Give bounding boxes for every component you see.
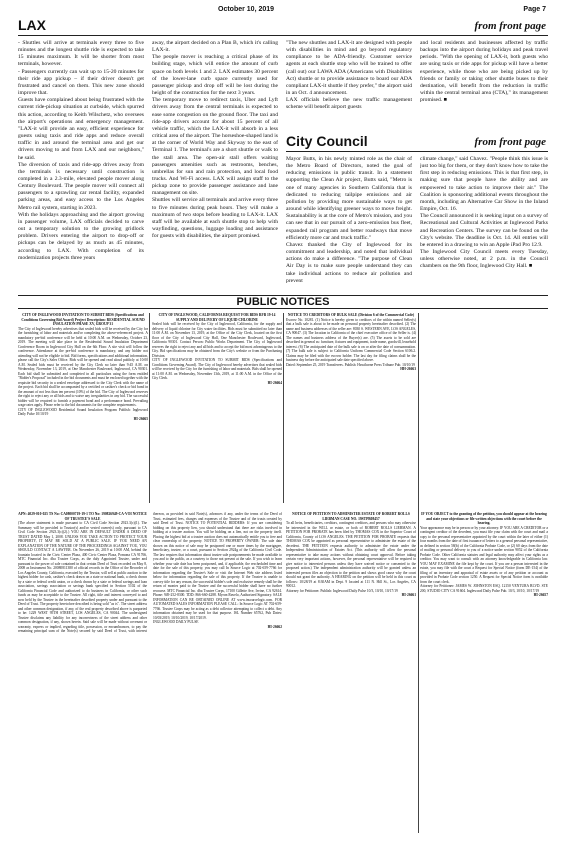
notice-id: HI-26657 — [533, 593, 548, 597]
article-paragraph: The people mover is reaching a critical phase of its building stage, which will entice the amount of curb space on both levels 1 and 2. LAX estimates 30 percent of the lower-lane curb space currently used for passenger pickup and drop off will be lost during the height of the construction for the next 3 years. — [152, 54, 278, 97]
council-from-front-label: from front page — [474, 136, 546, 148]
notice-id: HI-26665 — [133, 416, 148, 421]
notice-signature: Attorney for Petitioner. Publish: Inglewood Daily Pulse 10/3, 10/10, 10/17/19 — [286, 588, 398, 593]
notice-id: HH-26663 — [400, 367, 416, 371]
column-rule — [283, 313, 284, 503]
column-rule — [149, 313, 150, 503]
notice-heading: IF YOU OBJECT to the granting of the petition, you should appear at the hearing and state your objections or file written objections with the court before the hearing. — [421, 512, 547, 525]
article-paragraph: Shuttles will service all terminals and arrive every three to five minutes during peak hours. They will make a maximum of two stops before heading to LAX-it. LAX staff will be available at each shuttle stop to help with wayfinding, questions, luggage loading and assistance for guests with disabilities, the airport promised. — [152, 197, 278, 240]
notice-bulk-sale-continued — [420, 313, 548, 503]
article-paragraph: The Council announced it is seeking input on a survey of Recreational and Cultural Activities at Inglewood Parks and Recreation Centers. The survey can be found on the City's website. The deadline is Oct. 14. All entries will be entered in a drawing to win an Apple iPad Pro 12.9. — [420, 213, 548, 248]
notice-body: To all heirs, beneficiaries, creditors, contingent creditors, and persons who may otherwise be interested in the WILL or estate, or both of ROBERT ROLLS LIEBMAN. A PETITION FOR PROBATE has been filed by THOMAS COX in the Superior Court of California, County of LOS ANGELES. THE PETITION FOR PROBATE requests that THOMAS COX be appointed as personal representative to administer the estate of the decedent. THE PETITION requests authority to administer the estate under the Independent Administration of Estates Act. (This authority will allow the personal representative to take many actions without obtaining court approval. Before taking certain very important actions, however, the personal representative will be required to give notice to interested persons unless they have waived notice or consented to the proposed action.) The independent administration authority will be granted unless an interested person files an objection to the petition and shows good cause why the court should not grant the authority. A HEARING on the petition will be held in this court as follows: 10/28/19 at 8:30AM in Dept. 9 located at 111 N. Hill St., Los Angeles, CA 90012. — [286, 521, 416, 588]
article-paragraph: Mayor Butts, in his newly minted role as the chair of the Metro Board of Directors, noted the goal of reducing emissions in public transit. In a statement supporting the Clean Air project, Butts said, "Metro is one of many agencies in Southern California that is dedicated to reducing tailpipe emissions and air pollution by providing more sustainable ways to get around while identifying greener ways to move freight. Sustainability is at the core of Metro's mission, and you can see that in our pursuit of a zero-emission bus fleet, expanded rail program and better roadways that move efficiently more car and truck traffic." — [286, 156, 412, 241]
lax-column-1 — [18, 40, 144, 290]
notice-body: Your appearance may be in person or by your attorney. IF YOU ARE A CREDITOR or a contingent creditor of the decedent, you must file your claim with the court and mail a copy to the personal representative appointed by the court within the later of either (1) four months from the date of first issuance of letters to a general personal representative, as defined in section 58(b) of the California Probate Code, or (2) 60 days from the date of mailing or personal delivery to you of a notice under section 9052 of the California Probate Code. Other California statutes and legal authority may affect your rights as a creditor. You may want to consult with an attorney knowledgeable in California law. YOU MAY EXAMINE the file kept by the court. If you are a person interested in the estate, you may file with the court a Request for Special Notice (form DE-154) of the filing of an inventory and appraisal of estate assets or of any petition or account as provided in Probate Code section 1250. A Request for Special Notice form is available from the court clerk. — [420, 525, 548, 584]
lax-column-4 — [420, 40, 548, 130]
notice-heading: NOTICE TO CREDITORS OF BULK SALE (Division 6 of the Commercial Code) — [287, 313, 415, 317]
article-paragraph: - Shuttles will arrive at terminals every three to five minutes and the longest shuttle ride is expected to take 15 minutes maximum. It will be shorter from most terminals, however. — [18, 40, 144, 68]
issue-date: October 10, 2019 — [218, 6, 275, 13]
notice-id: HI-26664 — [267, 380, 282, 385]
council-section-header — [286, 132, 548, 152]
notice-inglewood-sound-bid — [18, 313, 148, 503]
notice-petition-objections — [420, 512, 548, 832]
notice-signature: CITY OF INGLEWOOD INVITATION TO SUBMIT BIDS (Specifications and Conditions Governing Award). The City of Inglewood hereby advertises that sealed bids will be received by the City for the furnishing of labor and materials. Bids shall be opened at 11:00 A.M. on Wednesday, November 13th, 2019, at 11:00 A.M. in the Office of the City Clerk. — [152, 358, 282, 380]
council-column-2 — [420, 156, 548, 290]
council-section-title: City Council — [286, 133, 368, 149]
article-paragraph: climate change," said Chavez. "People think this issue is just too big for them, or they don't know how to take the first step in reducing emissions. This is that first step, in making sure that people have the ability and are empowered to take action to improve their air." The Coalition is sponsoring additional events throughout the month, including an Alternative Car Show in the Inland Empire, Oct. 16. — [420, 156, 548, 213]
notice-heading: APN: 4029-010-025 TS No: CA08000719-19-1 TO No: 190826949-CA-VOI NOTICE OF TRUSTEE'S SALE — [18, 512, 147, 521]
notice-body: Escrow No. 10281. (1) Notice is hereby given to creditors of the within named Seller(s) that a bulk sale is about to be made on personal property hereinafter described. (2) The name and business addresses of the seller are: 8030 S. WESTERN AVE, LOS ANGELES, CA 90047. (3) The location in California of the chief executive office of the Seller is. (4) The names and business address of the Buyer(s) are. (5) The assets to be sold are described in general as: furniture, fixtures and equipment, trade name, goodwill, leasehold interest. (6) The anticipated date of the bulk sale is on or after the date of consummation. (7) The bulk sale is subject to California Uniform Commercial Code Section 6106.2. Claims may be filed with the escrow holder. The last day for filing claims shall be the business day before the anticipated sale date specified above. — [286, 317, 416, 362]
article-paragraph: The diversion of taxis and ride-app drives away from the terminals is necessary until construction is completed in a 2.3-mile, elevated people mover along Century Boulevard. The people mover will connect all passengers to a sprawling car rental facility, expanded parking areas, and easy access to the Los Angeles Metro rail system, starting in 2023. — [18, 161, 144, 211]
notice-signature: CITY OF INGLEWOOD Residential Sound Insulation Program Publish: Inglewood Daily Pulse 10/10/19 — [18, 407, 148, 416]
notice-signature: INGLEWOOD DAILY PULSE — [153, 620, 199, 624]
article-paragraph: LAX officials believe the new traffic management scheme will benefit airport guests — [286, 97, 412, 111]
notice-id: HI-26662 — [267, 624, 282, 629]
lax-column-3 — [286, 40, 412, 130]
notice-heading: NOTICE OF PETITION TO ADMINISTER ESTATE OF ROBERT ROLLS LIEBMAN CASE NO. 19STPB08457 — [292, 512, 410, 521]
article-paragraph: The temporary move to redirect taxis, Uber and Lyft drivers away from the central terminals is expected to ease some congestion on the ground floor. The taxi and ride-app drivers account for about 15 percent of all vehicle traffic, which the LAX-it will absorb in a less critical area of the airport. The horseshoe-shaped land is at the corner of World Way and Skyway to the east of Terminal 1. The terminal's are a short shuttle or walk to the stall area. The open-air stall offers waiting passengers amenities such as restrooms, benches, umbrellas for sun and rain protection, and local food trucks. And Wi-Fi access. LAX will assign staff to the pickup zone to provide passenger assistance and lane management on site. — [152, 97, 278, 197]
notice-body: The City of Inglewood hereby advertises that sealed bids will be received by the City for the furnishing of labor and materials and/or completing the above-referenced project. A mandatory pre-bid conference will be held at 10:00 A.M. on Wednesday, October 23, 2019. The meeting will take place in the Residential Sound Insulation Department Conference Room in Inglewood City Hall on the 6th Floor. A site visit will follow the conference. Attendance at the pre-bid conference is mandatory, and any bidder not attending will not be eligible to bid. Bid forms, specifications and additional information, please call the City's Sales Office. Bids will be opened and read aloud publicly at 10:00 A.M. Sealed bids must be received by the City Clerk no later than 9:45 A.M. on Wednesday, November 13, 2019, at One Manchester Boulevard, Inglewood, CA 90301. Each bid shall be submitted and completed in all particulars using the form entitled "Bidder's Proposal" included in the bid documents and must be enclosed together with the requisite bid security in a sealed envelope addressed to the City Clerk with the name of the project. Each bid shall be accompanied by a certified or cashier's check or bid bond in the amount of not less than ten percent (10%) of the bid. The City of Inglewood reserves the right to reject any or all bids and to waive any irregularities in any bid. The successful bidder will be required to furnish a payment bond and a performance bond. Prevailing wage rates apply. Please refer to the bid documents for the complete requirements. — [18, 326, 148, 407]
notice-body: Sealed bids will be received by the City of Inglewood, California, for the supply and delivery of liquid chlorine for City water facilities. Bids must be submitted no later than 11:00 A.M. on November 13, 2019, at the Office of the City Clerk, located on the first floor of the City of Inglewood City Hall, One Manchester Boulevard, Inglewood, California 90301. Contact Person: Public Works Department. The City of Inglewood reserves the right to reject any and all bids and to accept the bid most advantageous to the City. Bid specifications may be obtained from the City's website or from the Purchasing Division. — [152, 322, 282, 358]
notice-bulk-sale — [286, 313, 416, 503]
article-paragraph: With the holidays approaching and the airport growing in passenger volume, LAX officials decided to carve out a temporary solution to the growing gridlock problem. Drivers entering the airport to drop-off or pickups can be delayed by as much as 45 minutes, according to LAX. With completion of its modernization projects three years — [18, 211, 144, 261]
notice-signature: Dated: September 25, 2019 Transferees. Publish: Hawthorne Press Tribune Pub. 10/10/19 — [286, 362, 415, 367]
lax-section-title: LAX — [18, 17, 46, 33]
notice-heading: CITY OF INGLEWOOD, CALIFORNIA REQUEST FOR BIDS RFB 19-14 SUPPLY AND DELIVERY OF LIQUID CHLORINE — [158, 313, 276, 322]
notice-body: (The above statement is made pursuant to CA Civil Code Section 2923.3(c)(1). The Summary will be provided to Trustor(s) and/or vested owner(s) only, pursuant to CA Civil Code Section 2923.3(c)(2).) YOU ARE IN DEFAULT UNDER A DEED OF TRUST DATED May 1, 2008. UNLESS YOU TAKE ACTION TO PROTECT YOUR PROPERTY, IT MAY BE SOLD AT A PUBLIC SALE. IF YOU NEED AN EXPLANATION OF THE NATURE OF THE PROCEEDINGS AGAINST YOU, YOU SHOULD CONTACT A LAWYER. On November 26, 2019 at 10:00 AM, behind the fountain located in the Civic Center Plaza, 400 Civic Center Plaza, Pomona CA 91766, MTC Financial Inc. dba Trustee Corps, as the duly Appointed Trustee, under and pursuant to the power of sale contained in that certain Deed of Trust recorded on May 8, 2008 as Instrument No. 20080811380 of official records in the Office of the Recorder of Los Angeles County, California, executed by the Trustor, will sell at public auction to the highest bidder for cash, cashier's check drawn on a state or national bank, a check drawn by a state or federal credit union, or a check drawn by a state or federal savings and loan association, savings association or savings bank specified in Section 5102 of the California Financial Code and authorized to do business in California, or other such funds as may be acceptable to the Trustee. All right, title and interest conveyed to and now held by the Trustee in the hereinafter described property under and pursuant to the Deed of Trust. The property heretofore described is being sold "as is". The street address and other common designation, if any, of the real property described above is purported to be: 1229 WEST 95TH STREET, LOS ANGELES, CA 90044. The undersigned Trustee disclaims any liability for any incorrectness of the street address and other common designation, if any, shown herein. Said sale will be made without covenant or warranty, express or implied, regarding title, possession, or encumbrances, to pay the remaining principal sum of the Note(s) secured by said Deed of Trust, with interest thereon, as provided in said Note(s), advances if any, under the terms of the Deed of Trust, estimated fees, charges and expenses of the Trustee and of the trusts created by said Deed of Trust. NOTICE TO POTENTIAL BIDDERS: If you are considering bidding on this property lien, you should understand that there are risks involved in bidding at a trustee auction. You will be bidding on a lien, not on the property itself. Placing the highest bid at a trustee auction does not automatically entitle you to free and clear ownership of the property. NOTICE TO PROPERTY OWNER: The sale date shown on this notice of sale may be postponed one or more times by the mortgagee, beneficiary, trustee, or a court, pursuant to Section 2924g of the California Civil Code. The law requires that information about trustee sale postponements be made available to you and to the public, as a courtesy to those not present at the sale. If you wish to learn whether your sale date has been postponed, and, if applicable, the rescheduled time and date for the sale of this property, you may call In Source Logic at 702-659-7766 for information regarding the Trustee's Sale or visit the Internet Web site address listed below for information regarding the sale of this property. If the Trustee is unable to convey title for any reason, the successful bidder's sole and exclusive remedy shall be the return of monies paid to the Trustee and the successful bidder shall have no further recourse. MTC Financial Inc. dba Trustee Corps, 17100 Gillette Ave, Irvine, CA 92614. Phone: 949-252-8300. TDD: 866-660-4288. Myron Ravelo, Authorized Signatory. SALE INFORMATION CAN BE OBTAINED ONLINE AT www.insourcelogic.com. FOR AUTOMATED SALES INFORMATION PLEASE CALL: In Source Logic AT 702-659-7766. Trustee Corps may be acting as a debt collector attempting to collect a debt. Any information obtained may be used for that purpose. ISL Number 65762, Pub Dates: 10/03/2019, 10/10/2019, 10/17/2019. — [18, 512, 282, 633]
lax-section-header — [18, 16, 548, 36]
notice-signature: Attorney for Petitioner: JAMES W. JOHNSTON ESQ. 12150 VENTURA BLVD. STE 200, STUDIO CITY CA 91604. Inglewood Daily Pulse Pub. 10/3, 10/10, 10/17/19 — [420, 584, 548, 593]
article-paragraph: "The new shuttles and LAX-it are designed with people with disabilities in mind and go beyond regulatory compliance to be ADA-friendly. Customer service agents at each shuttle stop who will be trained to offer (call out) our LAWA ADA (Americans with Disabilities Act) shuttle or to provide assistance to board our ADA compliant LAX-it shuttle if they prefer," the airport said in an Oct. 4 announcement. — [286, 40, 412, 97]
article-paragraph: Chavez thanked the City of Inglewood for its commitment and leadership, and noted that individual actions do make a difference. "The purpose of Clean Air Day is to make sure people understand they can take individual actions to reduce air pollution and prevent — [286, 241, 412, 284]
page-number: Page 7 — [523, 6, 546, 13]
article-paragraph: The Inglewood City Council meets every Tuesday, unless otherwise noted, at 2 p.m. in the Council chambers on the 9th floor, Inglewood City Hall. ■ — [420, 249, 548, 270]
article-paragraph: away, the airport decided on a Plan B, which it's calling LAX-it. — [152, 40, 278, 54]
lax-from-front-label: from front page — [474, 20, 546, 32]
article-paragraph: and local residents and businesses affected by traffic backups into the airport during holidays and peak travel periods. "With the opening of LAX-it, both guests who are using taxis or ride apps for pickup will have a better experience, while those who are being picked up by friends or family or taking other shuttle buses to their destination, will benefit from the reduction in traffic within the central terminal area (CTA)," its management promised. ■ — [420, 40, 548, 104]
notice-petition-estate — [286, 512, 416, 832]
article-paragraph: - Passengers currently can wait up to 15-20 minutes for their ride app pickup – if their driver doesn't get frustrated and cancel on them. This new zone should improve that. — [18, 68, 144, 97]
column-rule — [418, 313, 419, 833]
notice-chlorine-bid — [152, 313, 282, 503]
article-paragraph: Guests have complained about being frustrated with the current ride-pickup situation at curbside, which spurred this action, according to Keith Wilschetz, who oversees the airport's operations and emergency management. "LAX-it will provide an easy, efficient experience for guests using taxis and ride apps and reduce overall traffic in and around the terminal area and get our drivers moving to and from LAX and our neighbors," he said. — [18, 97, 144, 161]
lax-column-2 — [152, 40, 278, 290]
notice-heading: CITY OF INGLEWOOD INVITATION TO SUBMIT BIDS (Specifications and Conditions Governing Bid Award) Project Description: RESIDENTIAL SOUND INSULATION PHASE XV, GROUP 31 — [21, 313, 145, 326]
notice-trustee-sale — [18, 512, 282, 832]
council-column-1 — [286, 156, 412, 290]
notice-id: HI-26661 — [401, 593, 416, 597]
public-notices-banner: PUBLIC NOTICES — [18, 295, 548, 309]
